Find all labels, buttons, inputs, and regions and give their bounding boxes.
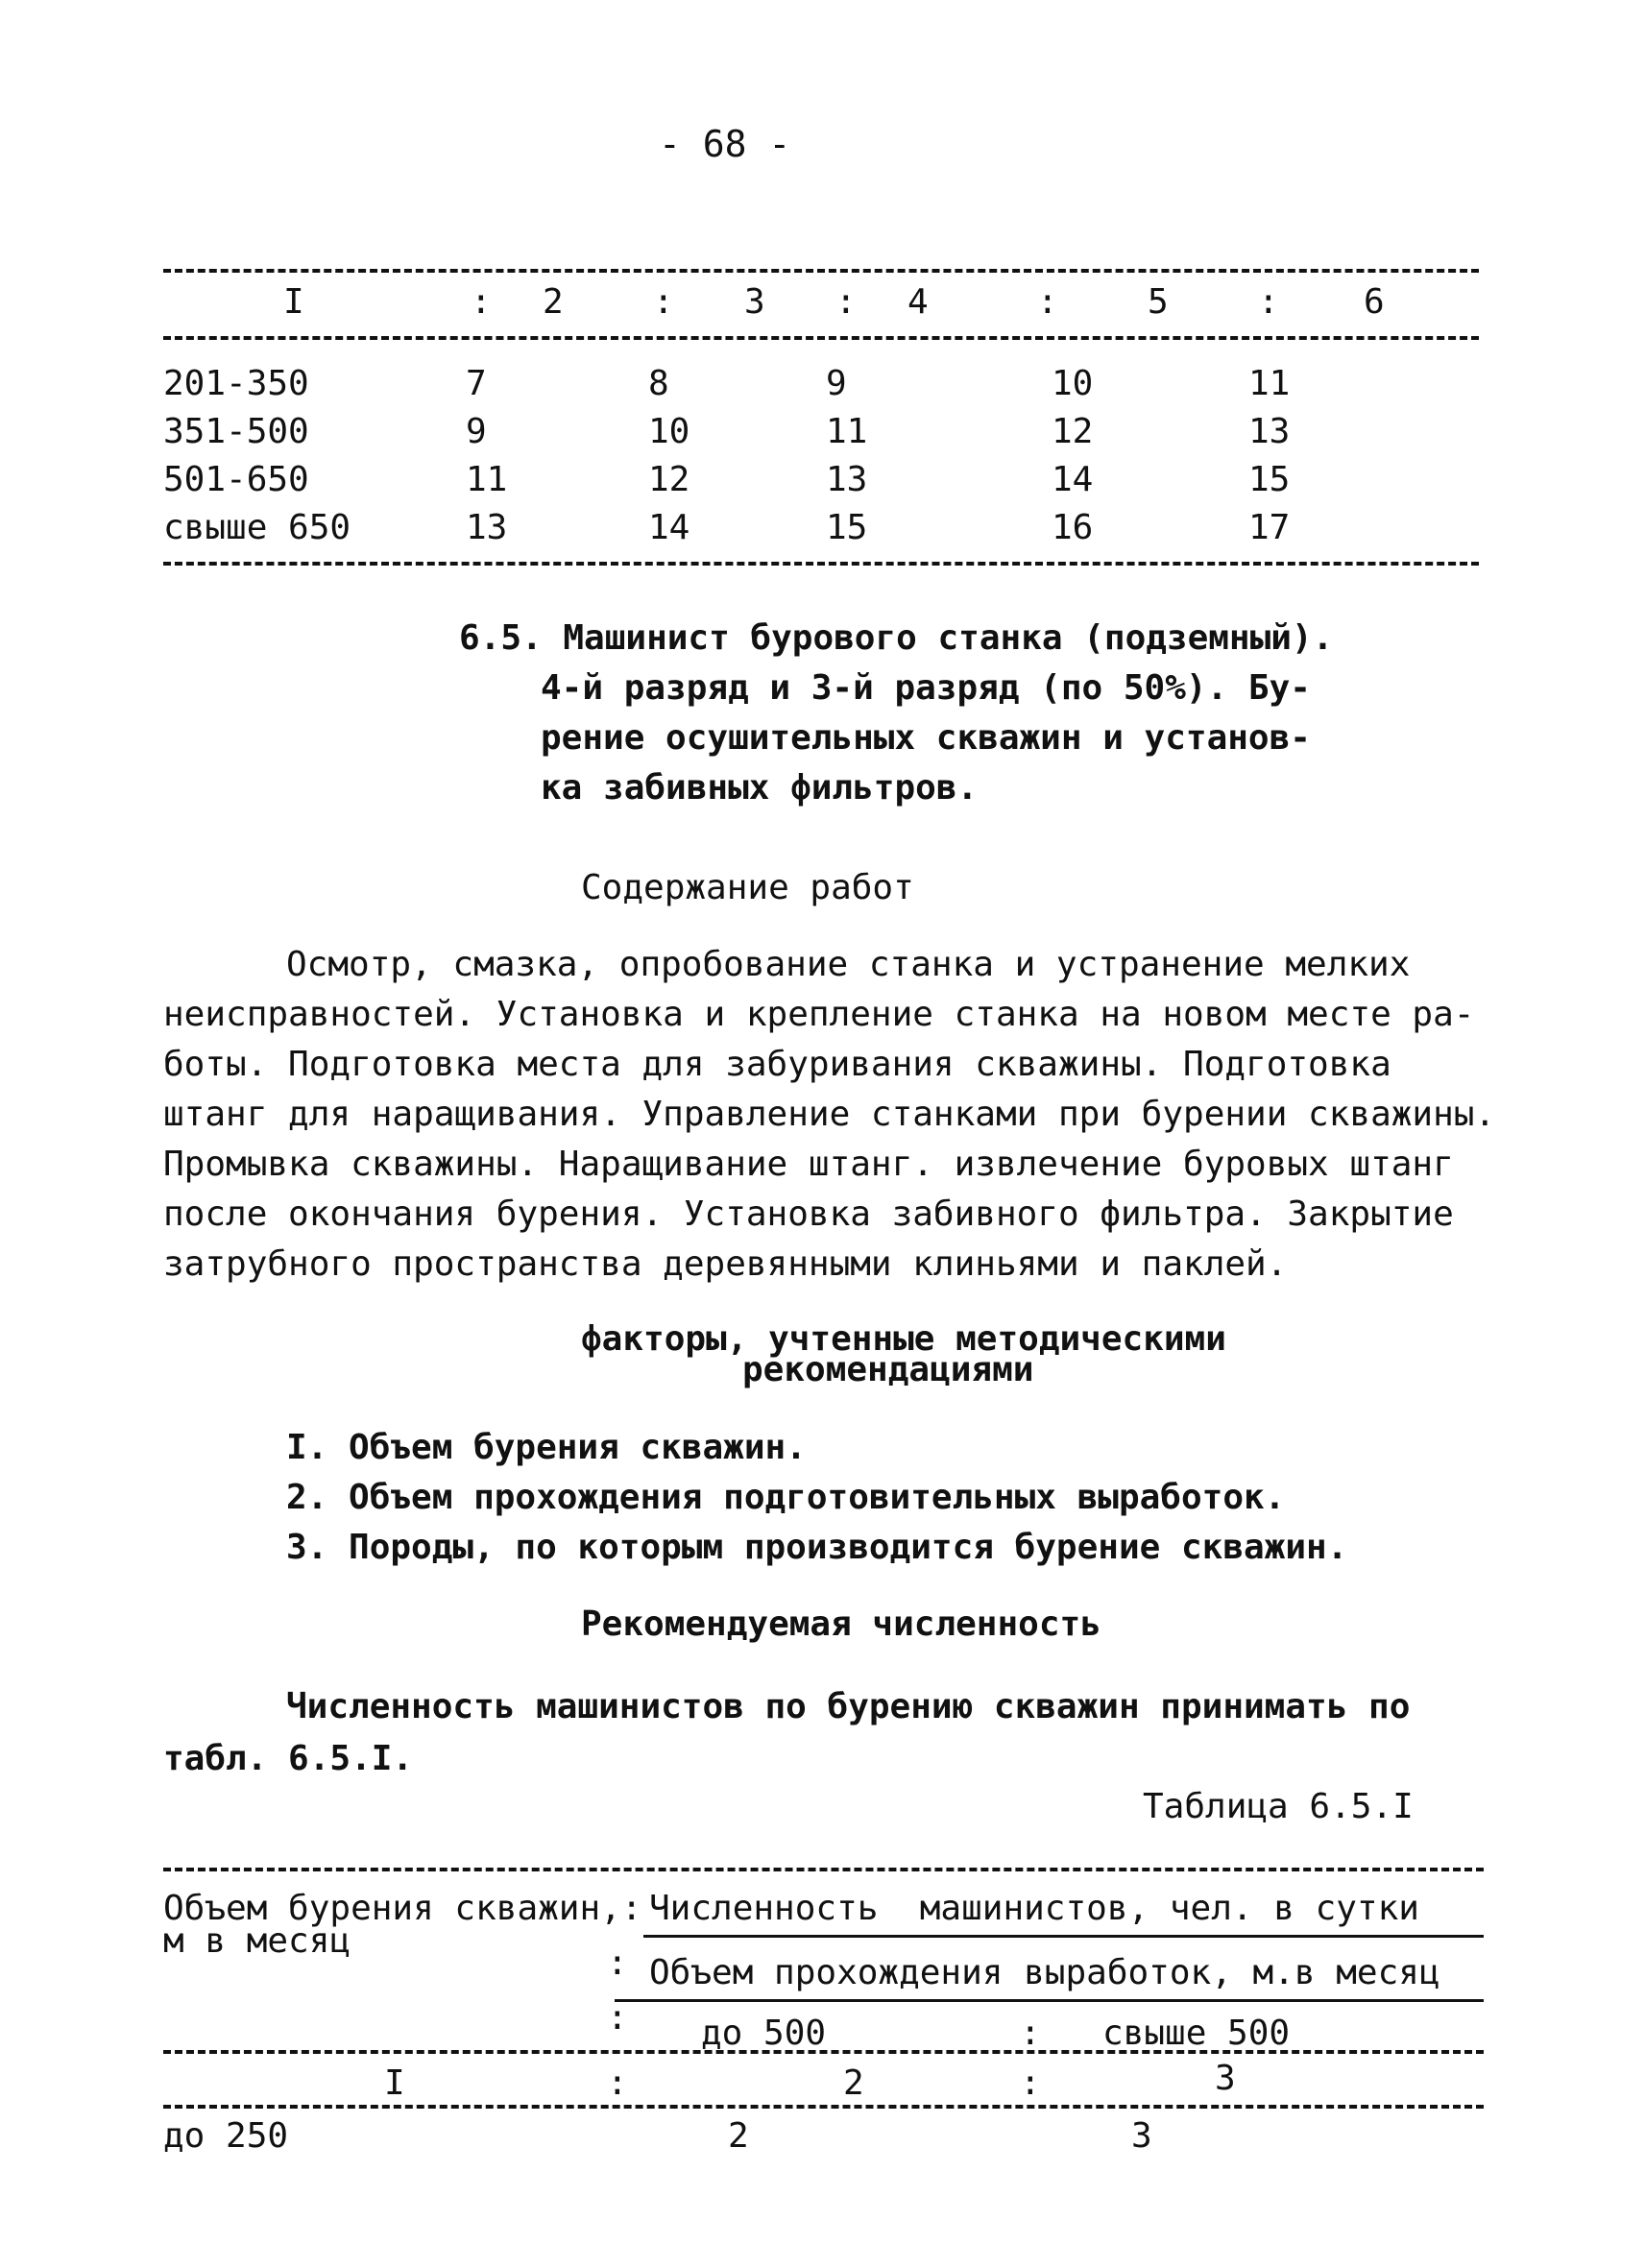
- table1-cell: 14: [1052, 460, 1094, 499]
- work-text-line: боты. Подготовка места для забуривания скважины. Подготовка: [163, 1045, 1391, 1084]
- table1-bottom-rule: [163, 562, 1479, 566]
- table1-cell: свыше 650: [163, 508, 351, 547]
- recommended-title: Рекомендуемая численность: [581, 1604, 1101, 1644]
- table2-sep: :: [607, 1998, 628, 2038]
- table1-cell: 351-500: [163, 412, 309, 451]
- work-text-line: Промывка скважины. Наращивание штанг. извлечение буровых штанг: [163, 1145, 1454, 1184]
- table1-cell: 12: [1052, 412, 1094, 451]
- table2-col1-header: Объем бурения скважин,:: [163, 1889, 642, 1928]
- table1-header-col4: 4: [907, 282, 929, 322]
- table2-col1-header: м в месяц: [163, 1921, 351, 1961]
- table2-sep: :: [607, 1943, 628, 1983]
- table1-cell: 13: [466, 508, 508, 547]
- table1-header-sep: :: [835, 282, 857, 322]
- table1-cell: 9: [826, 364, 847, 403]
- table2-header-rule: [163, 2050, 1484, 2054]
- table1-cell: 14: [648, 508, 690, 547]
- section-heading-line: 4-й разряд и 3-й разряд (по 50%). Бу-: [541, 668, 1311, 708]
- table1-header-sep: :: [1258, 282, 1279, 322]
- table1-header-col2: 2: [543, 282, 564, 322]
- table1-cell: 10: [648, 412, 690, 451]
- recommended-text-line: Численность машинистов по бурению скважин принимать по: [286, 1687, 1411, 1726]
- table1-cell: 11: [466, 460, 508, 499]
- recommended-text-line: табл. 6.5.I.: [163, 1739, 414, 1778]
- table2-sep: :: [1020, 2063, 1041, 2103]
- table2-sep: :: [607, 2063, 628, 2103]
- table1-top-rule: [163, 269, 1479, 273]
- table1-header-col5: 5: [1148, 282, 1169, 322]
- table1-cell: 201-350: [163, 364, 309, 403]
- work-title: Содержание работ: [581, 868, 914, 907]
- table2-cell: до 250: [163, 2116, 289, 2156]
- section-heading-line: рение осушительных скважин и установ-: [541, 718, 1311, 758]
- factor-item: 3. Породы, по которым производится бурение скважин.: [286, 1528, 1348, 1567]
- table2-col-number: 3: [1215, 2059, 1236, 2098]
- table1-cell: 17: [1248, 508, 1291, 547]
- table2-sub-rule: [615, 1999, 1484, 2002]
- table1-cell: 11: [1248, 364, 1291, 403]
- table1-cell: 13: [826, 460, 868, 499]
- table1-cell: 13: [1248, 412, 1291, 451]
- table2-top-rule: [163, 1868, 1484, 1871]
- factors-title: факторы, учтенные методическими: [581, 1319, 1226, 1359]
- work-text-line: Осмотр, смазка, опробование станка и устранение мелких: [286, 945, 1411, 984]
- section-heading-line: 6.5. Машинист бурового станка (подземный).: [459, 618, 1334, 658]
- table1-header-col3: 3: [744, 282, 765, 322]
- table2-sep: :: [1020, 2014, 1041, 2053]
- table1-cell: 9: [466, 412, 487, 451]
- section-heading-line: ка забивных фильтров.: [541, 768, 979, 808]
- table2-cell: 2: [728, 2116, 749, 2156]
- table1-cell: 15: [826, 508, 868, 547]
- table2-col3-header: свыше 500: [1102, 2014, 1291, 2053]
- table1-header-col1: I: [283, 282, 304, 322]
- table1-cell: 501-650: [163, 460, 309, 499]
- page-number: - 68 -: [659, 123, 791, 165]
- table2-cell: 3: [1131, 2116, 1152, 2156]
- table1-cell: 10: [1052, 364, 1094, 403]
- factors-title: рекомендациями: [742, 1350, 1034, 1389]
- table1-cell: 7: [466, 364, 487, 403]
- table2-sub-header: Объем прохождения выработок, м.в месяц: [649, 1953, 1440, 1992]
- table1-cell: 8: [648, 364, 669, 403]
- table1-header-sep: :: [471, 282, 492, 322]
- table1-cell: 11: [826, 412, 868, 451]
- table2-number-rule: [163, 2105, 1484, 2109]
- table1-header-sep: :: [653, 282, 674, 322]
- work-text-line: штанг для наращивания. Управление станками при бурении скважины.: [163, 1095, 1496, 1134]
- work-text-line: затрубного пространства деревянными клиньями и паклей.: [163, 1244, 1288, 1284]
- table2-col2-header: до 500: [701, 2014, 827, 2053]
- table2-col-number: 2: [843, 2063, 864, 2103]
- work-text-line: неисправностей. Установка и крепление станка на новом месте ра-: [163, 995, 1475, 1034]
- work-text-line: после окончания бурения. Установка забивного фильтра. Закрытие: [163, 1194, 1454, 1234]
- table1-header-sep: :: [1037, 282, 1058, 322]
- table-caption: Таблица 6.5.I: [1143, 1787, 1414, 1826]
- table2-col-number: I: [384, 2063, 405, 2103]
- table1-cell: 15: [1248, 460, 1291, 499]
- factor-item: 2. Объем прохождения подготовительных выработок.: [286, 1478, 1286, 1517]
- table1-cell: 12: [648, 460, 690, 499]
- table1-cell: 16: [1052, 508, 1094, 547]
- table1-header-col6: 6: [1364, 282, 1385, 322]
- table1-header-rule: [163, 336, 1479, 340]
- table2-group-rule: [643, 1935, 1484, 1938]
- factor-item: I. Объем бурения скважин.: [286, 1428, 807, 1467]
- table2-group-header: Численность машинистов, чел. в сутки: [649, 1889, 1419, 1928]
